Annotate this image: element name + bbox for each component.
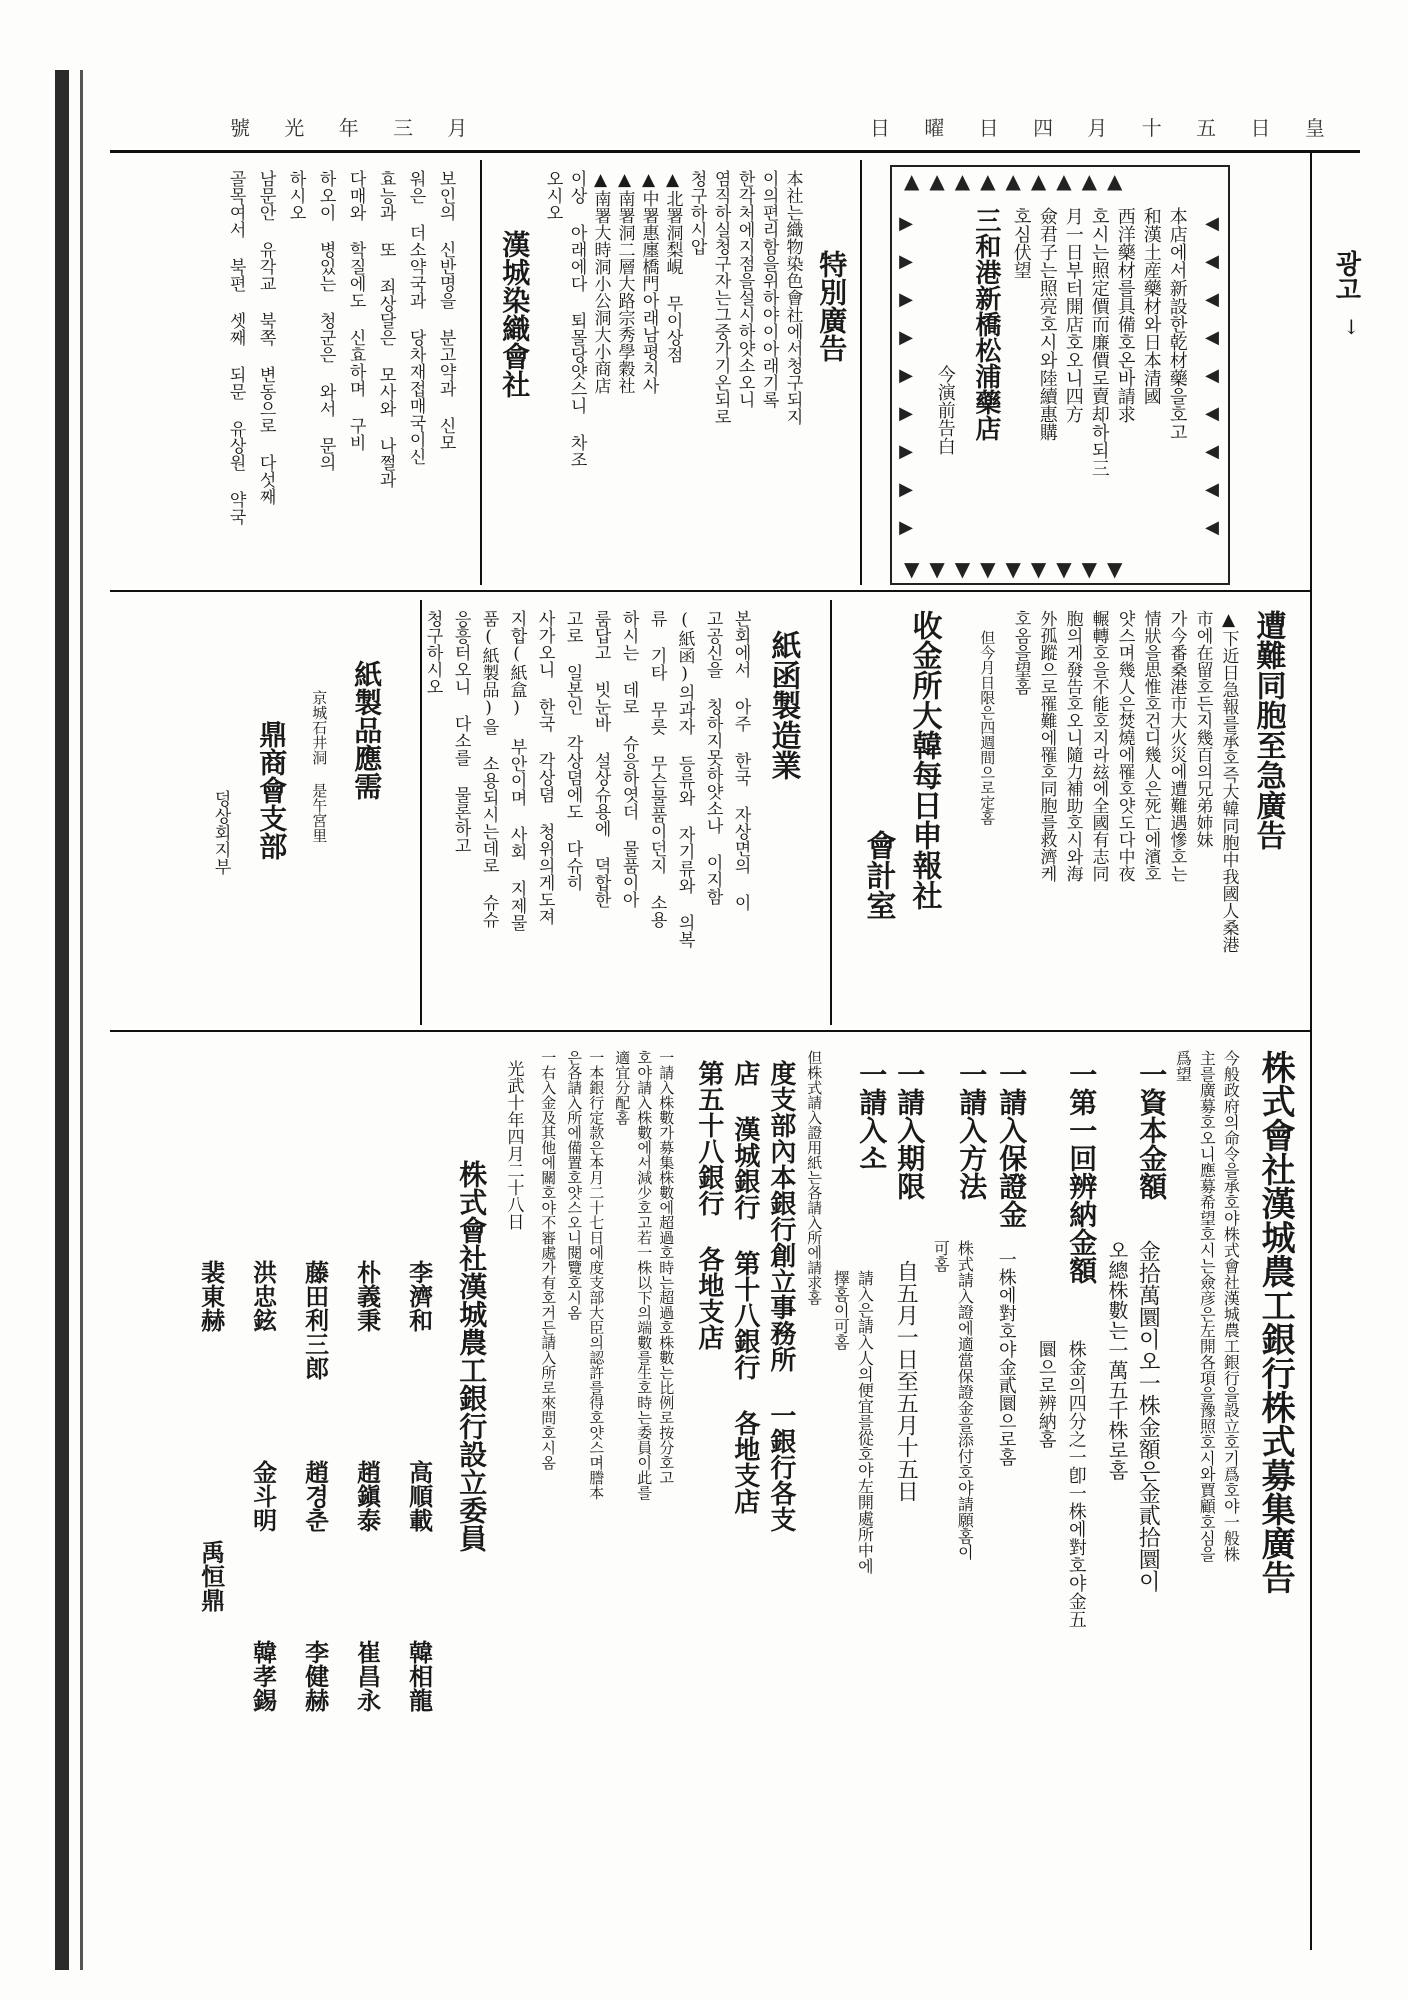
ad-line: 和漢土産藥材와日本清國	[1140, 207, 1162, 405]
bank-item-head: 一請入方法	[955, 1060, 989, 1200]
ad-line: 西洋藥材를具備호온바請求	[1114, 207, 1136, 423]
bank-committee: 株式會社漢城農工銀行設立委員	[455, 1160, 489, 1552]
bank-item-text: 株式請入證에適當保證金을添付호야請願홈이	[955, 1240, 975, 1560]
committee-member: 李濟和	[404, 1260, 434, 1332]
triangle-border-top-icon: ▲▲▲▲▲▲▲▲▲	[904, 169, 1133, 193]
bank-office: 第五十八銀行 各地支店	[693, 1060, 724, 1350]
bank-office: 店 漢城銀行 第十八銀行 各地支店	[729, 1060, 760, 1514]
committee-member: 韓孝錫	[248, 1640, 278, 1712]
relief-office: 收金所大韓每日申報社	[906, 610, 942, 910]
paper-line: 류 기타 무릇 무슨물품이던지 소용	[646, 610, 667, 928]
paper-company: 鼎商會支部	[255, 720, 289, 860]
upper-divider-1	[860, 160, 862, 585]
paper-sign: 덩상회지부	[210, 790, 231, 875]
bank-intro: 主를廣募호오니應募希望호시는僉彦은左開各項을豫照호시와賈顧호심을	[1197, 1050, 1217, 1562]
binding-spine	[55, 70, 69, 1970]
header-left: 號 光 年 三 月	[230, 116, 482, 140]
relief-line: 얏스며幾人은焚燒에罹호얏도다中夜	[1114, 610, 1135, 882]
relief-line: 輾轉호을不能호지라玆에全國有志同	[1088, 610, 1109, 882]
binding-edge	[80, 70, 83, 1970]
committee-member: 高順載	[404, 1460, 434, 1532]
committee-member: 朴義秉	[352, 1260, 382, 1332]
matsuura-pharmacy-ad	[890, 165, 1230, 585]
header-right: 日 曜 日 四 月 十 五 日 皇	[870, 116, 1339, 140]
bank-item-text: 은各請入所에備置호얏스오니閱覽호시옴	[565, 1050, 584, 1320]
bank-item-text: 株金의四分之一卽一株에對호야金五	[1065, 1340, 1087, 1628]
ad-line: 本店에서新設한乾材藥을호고	[1166, 207, 1188, 441]
relief-line: 外孤蹤으로罹難에罹호同胞를救濟케	[1036, 610, 1057, 882]
bank-intro: 今般政府의命令을承호야株式會社漢城農工銀行을設立호기爲호야一般株	[1221, 1050, 1241, 1562]
relief-line: 호옴을望홈	[1010, 610, 1031, 695]
bank-item-text: 自五月一日至五月十五日	[893, 1260, 919, 1502]
bank-office: 度支部內本銀行創立事務所 一銀行各支	[765, 1060, 796, 1532]
page-header	[110, 112, 1360, 142]
committee-member: 韓相龍	[404, 1640, 434, 1712]
paper-line: 사가오니 한국 각상뎜 청위의게도져	[534, 610, 555, 925]
paper-subtitle: 紙製品應需	[350, 660, 384, 800]
committee-member: 崔昌永	[352, 1640, 382, 1712]
committee-member: 金斗明	[248, 1460, 278, 1532]
bank-item-head: 一資本金額	[1135, 1060, 1169, 1200]
dyeing-line: 청구하시압	[686, 170, 707, 255]
bank-item-text: 請入은請入人의便宜를從호야左開處所中에	[855, 1270, 875, 1574]
bank-item-text: 圜으로辨納홈	[1035, 1340, 1057, 1448]
middle-divider-1	[830, 600, 832, 1025]
ad-line: 호시는照定價而廉價로賣却하되三	[1088, 207, 1110, 477]
bank-date: 光武十年四月二十八日	[503, 1060, 524, 1230]
paper-line: 고로 일본인 각상뎜에도 다슈히	[562, 610, 583, 891]
bank-item-head: 一請入保證金	[995, 1060, 1029, 1228]
medicine-line: 다매와 학질에도 신효하며 구비	[345, 170, 366, 451]
paper-line: 지합(紙盒) 부안이며 사회 지제물	[506, 610, 527, 931]
medicine-line: 하오이 병있는 청군은 와서 문의	[315, 170, 336, 471]
relief-line: 市에在留호든지幾百의兄弟姉妹	[1192, 610, 1213, 848]
dyeing-line: 이의편리함을위하야이아래기록	[758, 170, 779, 408]
bank-item-text: 一右入金及其他에關호야不審處가有호거든請入所로來問호시옴	[539, 1050, 558, 1470]
bank-item-text: 金拾萬圜이오一株金額은金貳拾圜이	[1135, 1240, 1161, 1592]
dyeing-line: ▲中署惠廛橋門아래남평치사	[638, 170, 659, 394]
bank-item-text: 一株에對호야金貳圜으로홈	[995, 1250, 1017, 1466]
dyeing-line: 한각처에지점을설시하얏소오니	[734, 170, 755, 408]
bank-title: 株式會社漢城農工銀行株式募集廣告	[1255, 1050, 1296, 1594]
bank-intro: 爲望	[1173, 1050, 1193, 1082]
relief-line: ▲下近日急報를承호즉大韓同胞中我國人桑港	[1218, 610, 1239, 953]
paper-address: 京城石井洞 是午宮里	[310, 690, 329, 843]
dyeing-title: 特別廣告	[815, 250, 849, 362]
bank-item-text: 一本銀行定款은本月二十七日에度支部大臣의認許를得호얏스며謄本	[587, 1050, 606, 1500]
bank-item-text: 但株式請入證用紙는各請入所에請求홈	[805, 1050, 824, 1305]
triangle-border-bottom-icon: ▼▼▼▼▼▼▼▼▼	[904, 557, 1133, 581]
dyeing-line: ▲南署大時洞小公洞大小商店	[590, 170, 611, 394]
dyeing-line: ▲北署洞梨峴 무이상점	[662, 170, 683, 363]
paper-line: 고공신을 칭하지못하얏소나 이지함	[702, 610, 723, 905]
medicine-line: 남문안 유각교 북쪽 변동으로 다섯째	[255, 170, 276, 505]
paper-line: 룸답고 빗눈바 설상슈용에 뎍합한	[590, 610, 611, 908]
bank-item-text: 適宜分配홈	[613, 1050, 632, 1125]
shop-name: 三和港新橋松浦藥店	[970, 207, 1001, 441]
medicine-line: 하시오	[285, 170, 306, 221]
ad-tail: 今演前告白	[934, 365, 956, 455]
bank-item-head: 一請入소	[855, 1060, 889, 1172]
committee-member: 藤田利三郎	[300, 1260, 330, 1380]
committee-member: 禹恒鼎	[196, 1540, 226, 1612]
bank-stock-ad	[105, 1040, 1305, 1960]
committee-member: 洪忠鉉	[248, 1260, 278, 1332]
committee-member: 趙鎭泰	[352, 1460, 382, 1532]
dyeing-line: 本社는織物染色會社에서청구되지	[782, 170, 803, 425]
dyeing-line: 오시오	[542, 170, 563, 221]
section-label: 광고	[1330, 250, 1361, 302]
top-rule	[110, 150, 1360, 153]
bank-item-head: 一請入期限	[893, 1060, 927, 1200]
triangle-border-left-icon: ▶ ▶ ▶ ▶ ▶ ▶ ▶ ▶ ▶	[899, 213, 913, 538]
paper-title: 紙函製造業	[765, 630, 801, 780]
medicine-line: 효능과 또 죄상달은 모사와 나쩔과	[375, 170, 396, 488]
upper-band-rule	[110, 590, 1310, 592]
medicine-line: 보인의 신반명을 분고약과 신모	[435, 170, 456, 451]
paper-box-ad	[105, 600, 825, 1025]
ad-line: 月一日부터開店호오니四方	[1062, 207, 1084, 423]
medicine-ad	[105, 160, 475, 585]
committee-member: 裴東赫	[196, 1260, 226, 1332]
relief-line: 가今番桑港市大火災에遭難遇慘호는	[1166, 610, 1187, 882]
bank-item-text: 一請入株數가募集株數에超過호時는超過호株數는比例로按分호고	[657, 1050, 676, 1485]
dyeing-company: 漢城染織會社	[498, 230, 532, 398]
bank-item-text: 可홈	[931, 1240, 951, 1272]
dyeing-line: 염직하실청구자는그중가기온되로	[710, 170, 731, 425]
paper-line: 하시는 데로 슈응하엿더 물품이아	[618, 610, 639, 908]
relief-ad	[840, 600, 1300, 1025]
paper-line: 응흥터오니 다소를 물론하고	[450, 610, 471, 854]
bank-item-text: 擇홈이可홈	[831, 1270, 851, 1350]
dyeing-company-ad	[490, 160, 855, 585]
bank-item-head: 一第一回辨納金額	[1065, 1060, 1099, 1284]
dyeing-line: 이상 아래에다 퇴몰당얏스니 차조	[566, 170, 587, 468]
ad-line: 僉君子는照亮호시와陸續惠購	[1036, 207, 1058, 441]
dyeing-line: ▲南署洞二層大路宗秀學穀社	[614, 170, 635, 394]
paper-line: 품(紙製品)을 소용되시는데로 슈슈	[478, 610, 499, 928]
relief-deadline: 但今月日限은四週間으로定홈	[978, 630, 997, 825]
paper-line: 청구하시오	[422, 610, 443, 695]
ad-line: 호심伏望	[1010, 207, 1032, 279]
paper-line: 본회에서 아주 한국 자상면의 이	[730, 610, 751, 911]
middle-band-rule	[110, 1030, 1310, 1032]
triangle-border-right-icon: ◀ ◀ ◀ ◀ ◀ ◀ ◀ ◀ ◀	[1205, 213, 1219, 538]
paper-line: (紙函)의과자 등류와 자기류와 의복	[674, 610, 695, 948]
relief-line: 情狀을思惟호건디幾人은死亡에濱호	[1140, 610, 1161, 882]
committee-member: 趙경춘	[300, 1460, 330, 1532]
bank-item-text: 오總株數는一萬五千株로홈	[1105, 1240, 1129, 1480]
committee-member: 李健赫	[300, 1640, 330, 1712]
label-column-rule	[1310, 150, 1312, 1950]
bank-item-text: 호야請入株數에서減少호고若一株以下의端數를生호時는委員이此를	[635, 1050, 654, 1500]
medicine-line: 골목여서 북편 셋째 되문 유상원 약국	[225, 170, 246, 525]
medicine-line: 워은 더소약국과 당차재접매국이신	[405, 170, 426, 465]
down-arrow-icon: ↓	[1343, 315, 1360, 339]
relief-office-room: 會計室	[860, 830, 896, 920]
relief-line: 胞의게發告호오니隨力補助호시와海	[1062, 610, 1083, 882]
upper-divider-2	[480, 160, 482, 585]
relief-title: 遭難同胞至急廣告	[1250, 610, 1286, 850]
